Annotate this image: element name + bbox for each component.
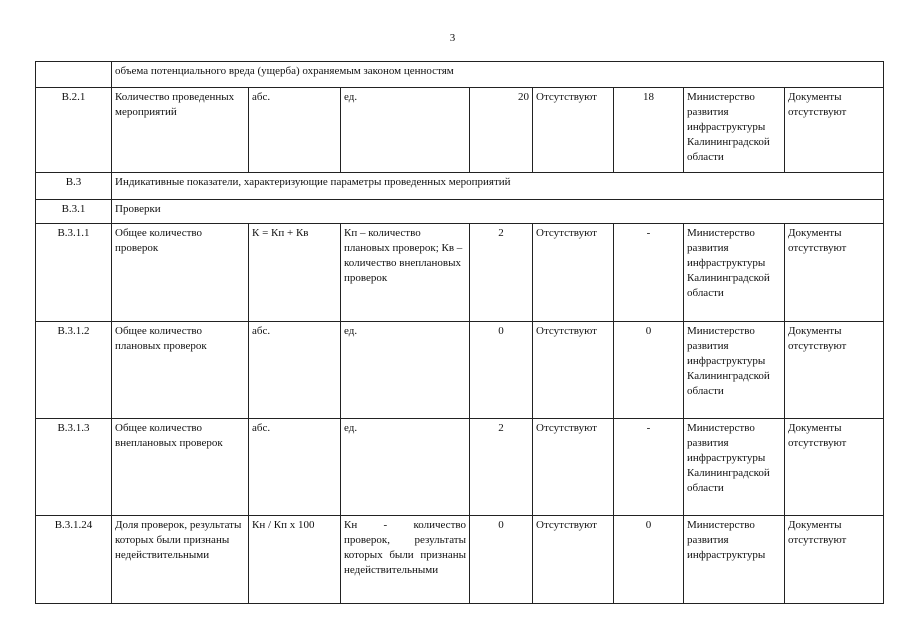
value-cell: 2 (470, 419, 533, 516)
table-row (36, 419, 884, 516)
docs-cell: Документы отсутствуют (785, 88, 884, 173)
table-row (36, 322, 884, 419)
value-cell: 0 (470, 322, 533, 419)
status-cell: Отсутствуют (533, 516, 614, 604)
code-cell: В.3.1.24 (36, 516, 112, 604)
value-cell: 2 (470, 224, 533, 322)
name-cell: Общее количество проверок (112, 224, 249, 322)
code-cell: В.3.1.3 (36, 419, 112, 516)
status-cell: Отсутствуют (533, 88, 614, 173)
code-cell (36, 62, 112, 88)
comment-cell: ед. (341, 322, 470, 419)
code-cell: В.3.1 (36, 200, 112, 224)
org-cell: Министерство развития инфраструктуры Калининградской области (684, 419, 785, 516)
docs-cell: Документы отсутствуют (785, 224, 884, 322)
name-cell: Общее количество плановых проверок (112, 322, 249, 419)
section-title: Индикативные показатели, характеризующие параметры проведенных мероприятий (112, 173, 884, 200)
table-row (36, 516, 884, 604)
name-cell: Доля проверок, результаты которых были признаны недействительными (112, 516, 249, 604)
table-row (36, 88, 884, 173)
docs-cell: Документы отсутствуют (785, 322, 884, 419)
status-cell: Отсутствуют (533, 419, 614, 516)
formula-cell: абс. (249, 419, 341, 516)
org-cell: Министерство развития инфраструктуры (684, 516, 785, 604)
org-cell: Министерство развития инфраструктуры Калининградской области (684, 224, 785, 322)
org-cell: Министерство развития инфраструктуры Калининградской области (684, 88, 785, 173)
plan-cell: 0 (614, 516, 684, 604)
table-row (36, 224, 884, 322)
formula-cell: абс. (249, 322, 341, 419)
section-row (36, 173, 884, 200)
code-cell: В.3.1.2 (36, 322, 112, 419)
page-number: 3 (449, 32, 456, 44)
formula-cell: абс. (249, 88, 341, 173)
status-cell: Отсутствуют (533, 224, 614, 322)
value-cell: 0 (470, 516, 533, 604)
docs-cell: Документы отсутствуют (785, 419, 884, 516)
code-cell: В.2.1 (36, 88, 112, 173)
indicators-table (35, 61, 884, 604)
comment-cell: Кн - количество проверок, результаты которых были признаны недействительными (341, 516, 470, 604)
formula-cell: Кн / Кп х 100 (249, 516, 341, 604)
plan-cell: - (614, 224, 684, 322)
comment-cell: ед. (341, 88, 470, 173)
code-cell: В.3 (36, 173, 112, 200)
continuation-row (36, 62, 884, 88)
status-cell: Отсутствуют (533, 322, 614, 419)
name-cell: Количество проведенных мероприятий (112, 88, 249, 173)
comment-cell: ед. (341, 419, 470, 516)
value-cell: 20 (470, 88, 533, 173)
continuation-text: объема потенциального вреда (ущерба) охраняемым законом ценностям (112, 62, 884, 88)
comment-cell: Кп – количество плановых проверок; Кв – количество внеплановых проверок (341, 224, 470, 322)
name-cell: Общее количество внеплановых проверок (112, 419, 249, 516)
formula-cell: К = Кп + Кв (249, 224, 341, 322)
plan-cell: - (614, 419, 684, 516)
org-cell: Министерство развития инфраструктуры Калининградской области (684, 322, 785, 419)
section-title: Проверки (112, 200, 884, 224)
docs-cell: Документы отсутствуют (785, 516, 884, 604)
code-cell: В.3.1.1 (36, 224, 112, 322)
section-row (36, 200, 884, 224)
plan-cell: 0 (614, 322, 684, 419)
plan-cell: 18 (614, 88, 684, 173)
